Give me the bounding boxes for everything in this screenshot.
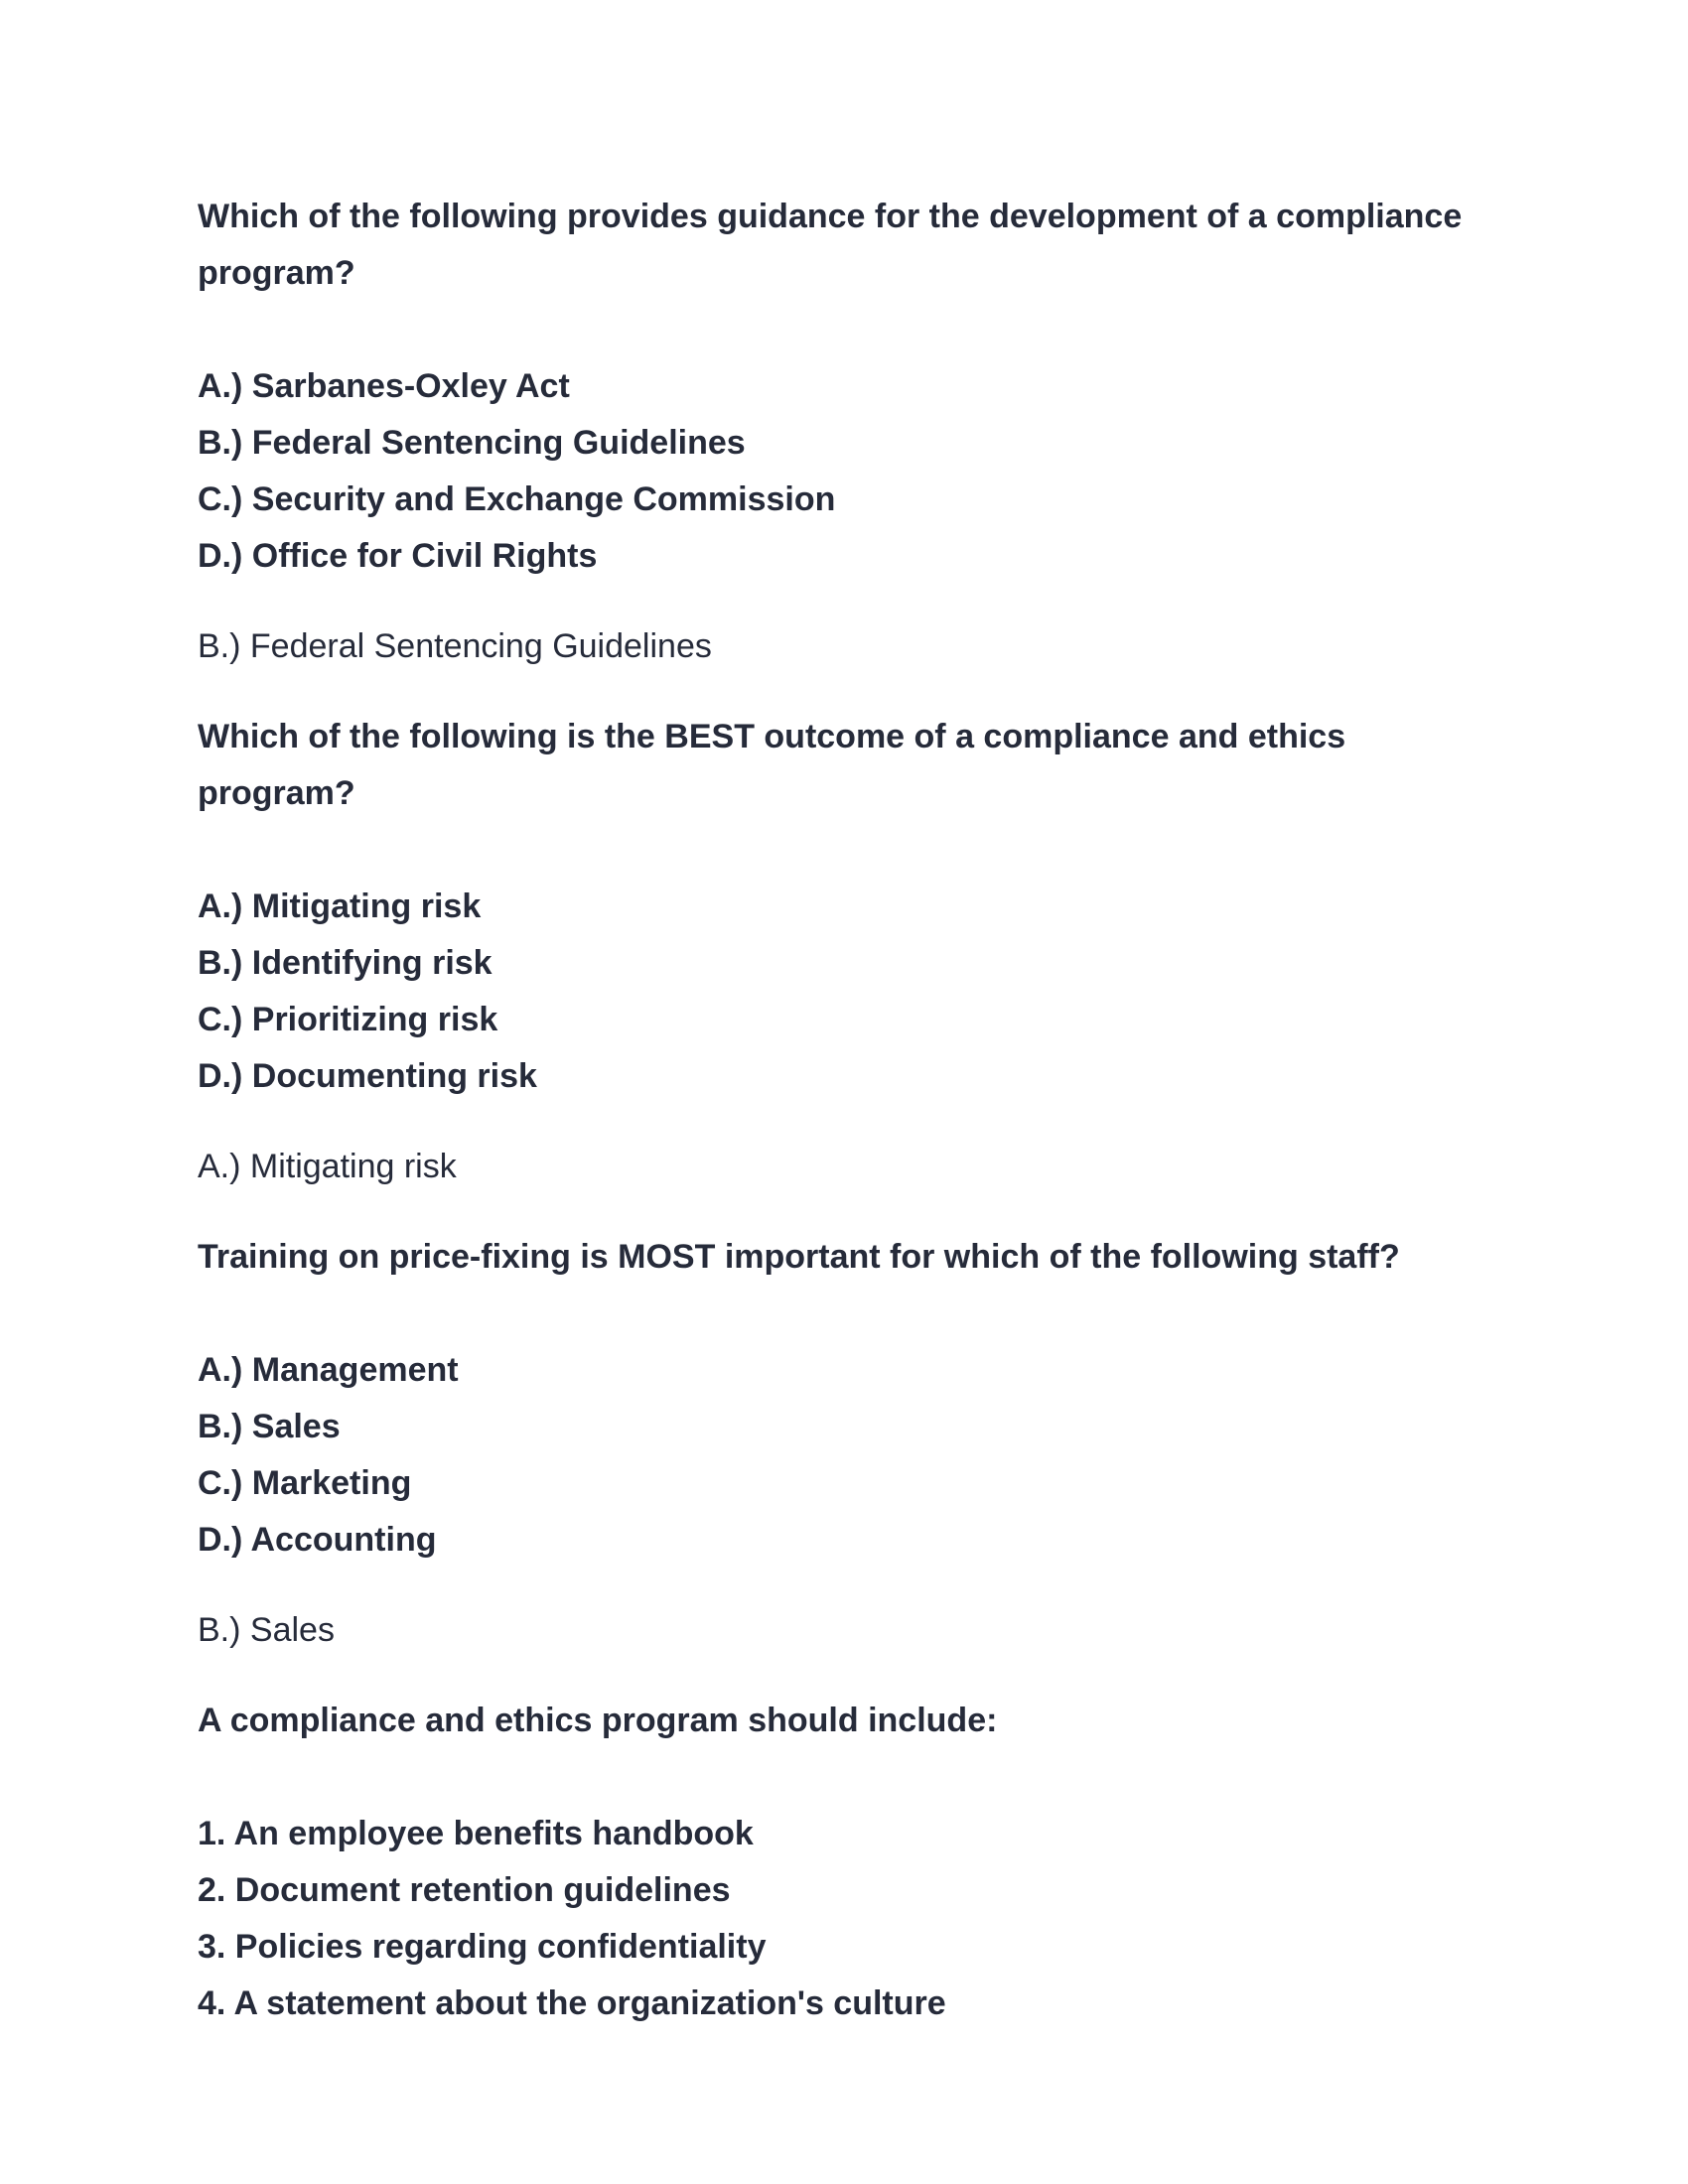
question-text: Which of the following provides guidance for the development of a compliance program?	[198, 198, 1463, 292]
option-3: 3. Policies regarding confidentiality	[198, 1928, 767, 1966]
question-block-4	[198, 1693, 1508, 2032]
answer-text: A.) Mitigating risk	[198, 1148, 457, 1185]
option-c: C.) Security and Exchange Commission	[198, 480, 836, 518]
question-block-1	[198, 189, 1508, 675]
options-list	[198, 358, 1508, 585]
document-page	[198, 189, 1508, 2032]
option-a: A.) Mitigating risk	[198, 887, 482, 925]
option-4: 4. A statement about the organization's culture	[198, 1984, 946, 2022]
option-d: D.) Documenting risk	[198, 1057, 537, 1095]
question-text: Training on price-fixing is MOST important for which of the following staff?	[198, 1238, 1400, 1276]
answer-text: B.) Sales	[198, 1611, 335, 1649]
question-block-3	[198, 1229, 1508, 1659]
option-1: 1. An employee benefits handbook	[198, 1815, 754, 1852]
options-list	[198, 1342, 1508, 1569]
question-block-2	[198, 709, 1508, 1195]
question-text: A compliance and ethics program should include:	[198, 1702, 998, 1739]
option-b: B.) Identifying risk	[198, 944, 492, 982]
option-c: C.) Marketing	[198, 1464, 412, 1502]
options-list	[198, 1806, 1508, 2032]
option-c: C.) Prioritizing risk	[198, 1001, 498, 1038]
option-a: A.) Sarbanes-Oxley Act	[198, 367, 570, 405]
option-a: A.) Management	[198, 1351, 459, 1389]
option-d: D.) Office for Civil Rights	[198, 537, 598, 575]
option-b: B.) Federal Sentencing Guidelines	[198, 424, 746, 462]
answer-text: B.) Federal Sentencing Guidelines	[198, 627, 712, 665]
option-d: D.) Accounting	[198, 1521, 437, 1559]
options-list	[198, 879, 1508, 1105]
question-text: Which of the following is the BEST outcome of a compliance and ethics program?	[198, 718, 1346, 812]
option-b: B.) Sales	[198, 1408, 341, 1445]
option-2: 2. Document retention guidelines	[198, 1871, 731, 1909]
